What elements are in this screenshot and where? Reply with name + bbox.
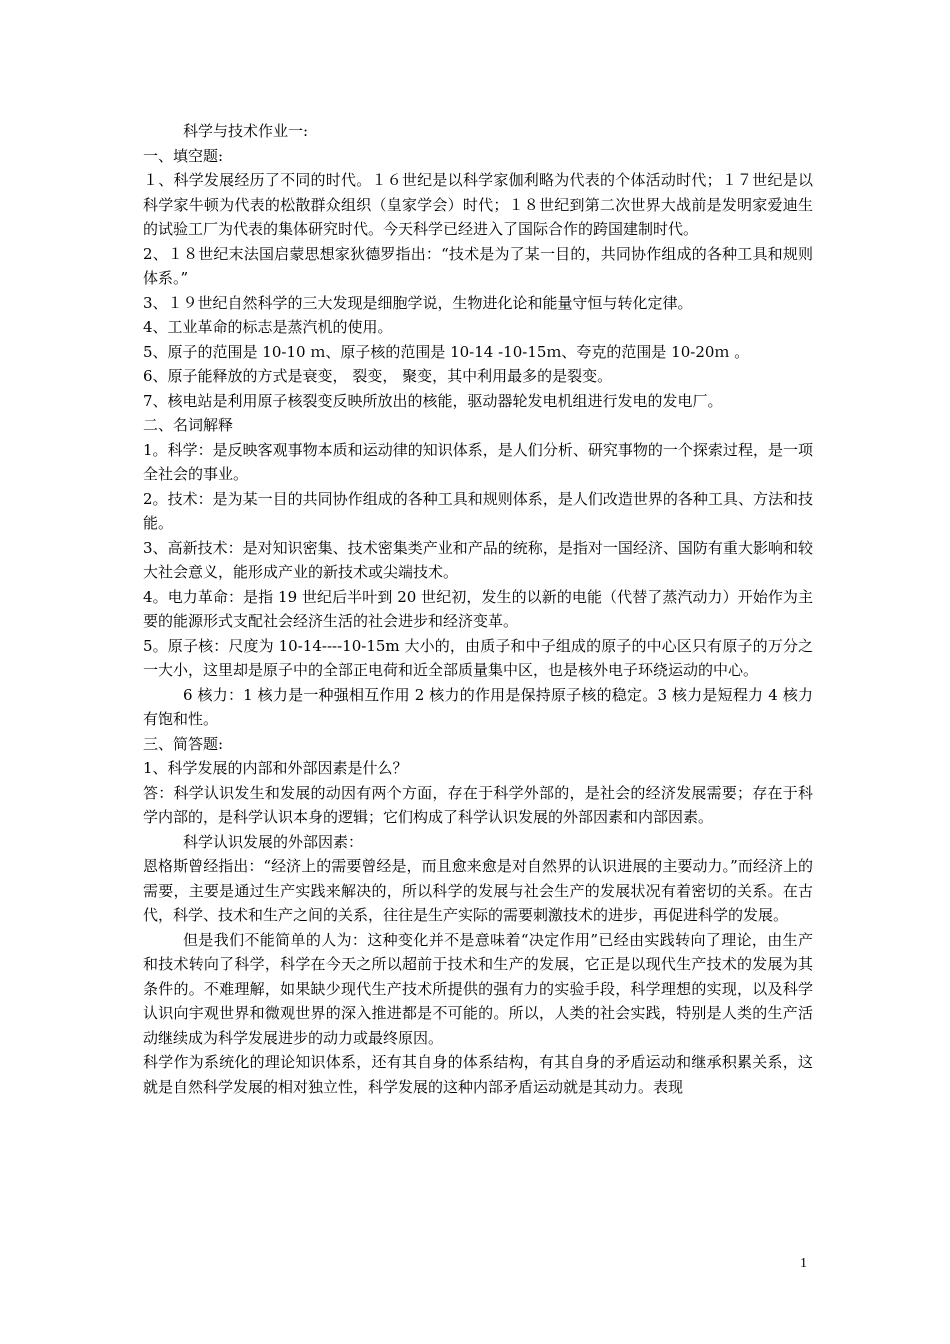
term-item-4: 4。电力革命：是指 19 世纪后半叶到 20 世纪初，发生的以新的电能（代替了蒸汽动力）开始作为主要的能源形式支配社会经济生活的社会进步和经济变革。 xyxy=(143,587,813,630)
section-heading-short-answer: 三、简答题: xyxy=(143,734,224,753)
fill-in-item-4: 4、工业革命的标志是蒸汽机的使用。 xyxy=(143,318,393,336)
answer-1: 答：科学认识发生和发展的动因有两个方面，存在于科学外部的，是社会的经济发展需要；存在于科学内部的，是科学认识本身的逻辑；它们构成了科学认识发展的外部因素和内部因素。 xyxy=(143,783,813,826)
section-heading-terms: 二、名词解释 xyxy=(143,416,234,434)
paragraph-internal: 科学作为系统化的理论知识体系，还有其自身的体系结构，有其自身的矛盾运动和继承积累关系，这就是自然科学发展的相对独立性，科学发展的这种内部矛盾运动就是其动力。表现 xyxy=(143,1053,813,1096)
term-item-6: 6 核力：1 核力是一种强相互作用 2 核力的作用是保持原子核的稳定。3 核力是短程力 4 核力有饱和性。 xyxy=(143,685,813,728)
question-1: 1、科学发展的内部和外部因素是什么？ xyxy=(143,759,408,777)
term-item-2: 2。技术：是为某一目的共同协作组成的各种工具和规则体系，是人们改造世界的各种工具、方法和技能。 xyxy=(143,489,813,532)
term-item-3: 3、高新技术：是对知识密集、技术密集类产业和产品的统称，是指对一国经济、国防有重大影响和较大社会意义，能形成产业的新技术或尖端技术。 xyxy=(143,538,813,581)
document-title: 科学与技术作业一: xyxy=(183,122,309,140)
term-item-1: 1。科学：是反映客观事物本质和运动律的知识体系，是人们分析、研究事物的一个探索过程，是一项全社会的事业。 xyxy=(143,440,813,483)
paragraph-however: 但是我们不能简单的人为：这种变化并不是意味着“决定作用”已经由实践转向了理论，由生产和技术转向了科学，科学在今天之所以超前于技术和生产的发展，它正是以现代生产技术的发展为其条件的。不难理解，如果缺少现代生产技术所提供的强有力的实验手段，科学理想的实现，以及科学认识向宇观世界和微观世界的深入推进都是不可能的。所以，人类的社会实践，特别是人类的生产活动继续成为科学发展进步的动力或最终原因。 xyxy=(143,930,813,1047)
external-factors-heading: 科学认识发展的外部因素： xyxy=(183,832,364,851)
fill-in-item-5: 5、原子的范围是 10-10 ｍ、原子核的范围是 10-14 -10-15ｍ、夸克的范围是 10-20ｍ 。 xyxy=(143,342,750,361)
fill-in-item-1: １、科学发展经历了不同的时代。１６世纪是以科学家伽利略为代表的个体活动时代；１７世纪是以科学家牛顿为代表的松散群众组织（皇家学会）时代；１８世纪到第二次世界大战前是发明家爱迪生的试验工厂为代表的集体研究时代。今天科学已经进入了国际合作的跨国建制时代。 xyxy=(143,171,813,238)
document-body xyxy=(143,119,813,1099)
fill-in-item-3: 3、１９世纪自然科学的三大发现是细胞学说，生物进化论和能量守恒与转化定律。 xyxy=(143,293,693,312)
fill-in-item-2: 2、１８世纪末法国启蒙思想家狄德罗指出：“技术是为了某一目的，共同协作组成的各种工具和规则体系。” xyxy=(143,244,813,287)
term-item-5: 5。原子核：尺度为 10-14----10-15m 大小的，由质子和中子组成的原子的中心区只有原子的万分之一大小，这里却是原子中的全部正电荷和近全部质量集中区，也是核外电子环绕运动的中心。 xyxy=(143,636,813,679)
fill-in-item-6: 6、原子能释放的方式是衰变， 裂变， 聚变，其中利用最多的是裂变。 xyxy=(143,367,613,385)
fill-in-item-7: 7、核电站是利用原子核裂变反映所放出的核能，驱动器轮发电机组进行发电的发电厂。 xyxy=(143,391,723,410)
section-heading-fill-in: 一、填空题: xyxy=(143,146,224,165)
paragraph-engels: 恩格斯曾经指出：“经济上的需要曾经是，而且愈来愈是对自然界的认识进展的主要动力。”而经济上的需要，主要是通过生产实践来解决的，所以科学的发展与社会生产的发展状况有着密切的关系。在古代，科学、技术和生产之间的关系，往往是生产实际的需要刺激技术的进步，再促进科学的发展。 xyxy=(143,857,813,924)
page-number: 1 xyxy=(800,1256,807,1271)
